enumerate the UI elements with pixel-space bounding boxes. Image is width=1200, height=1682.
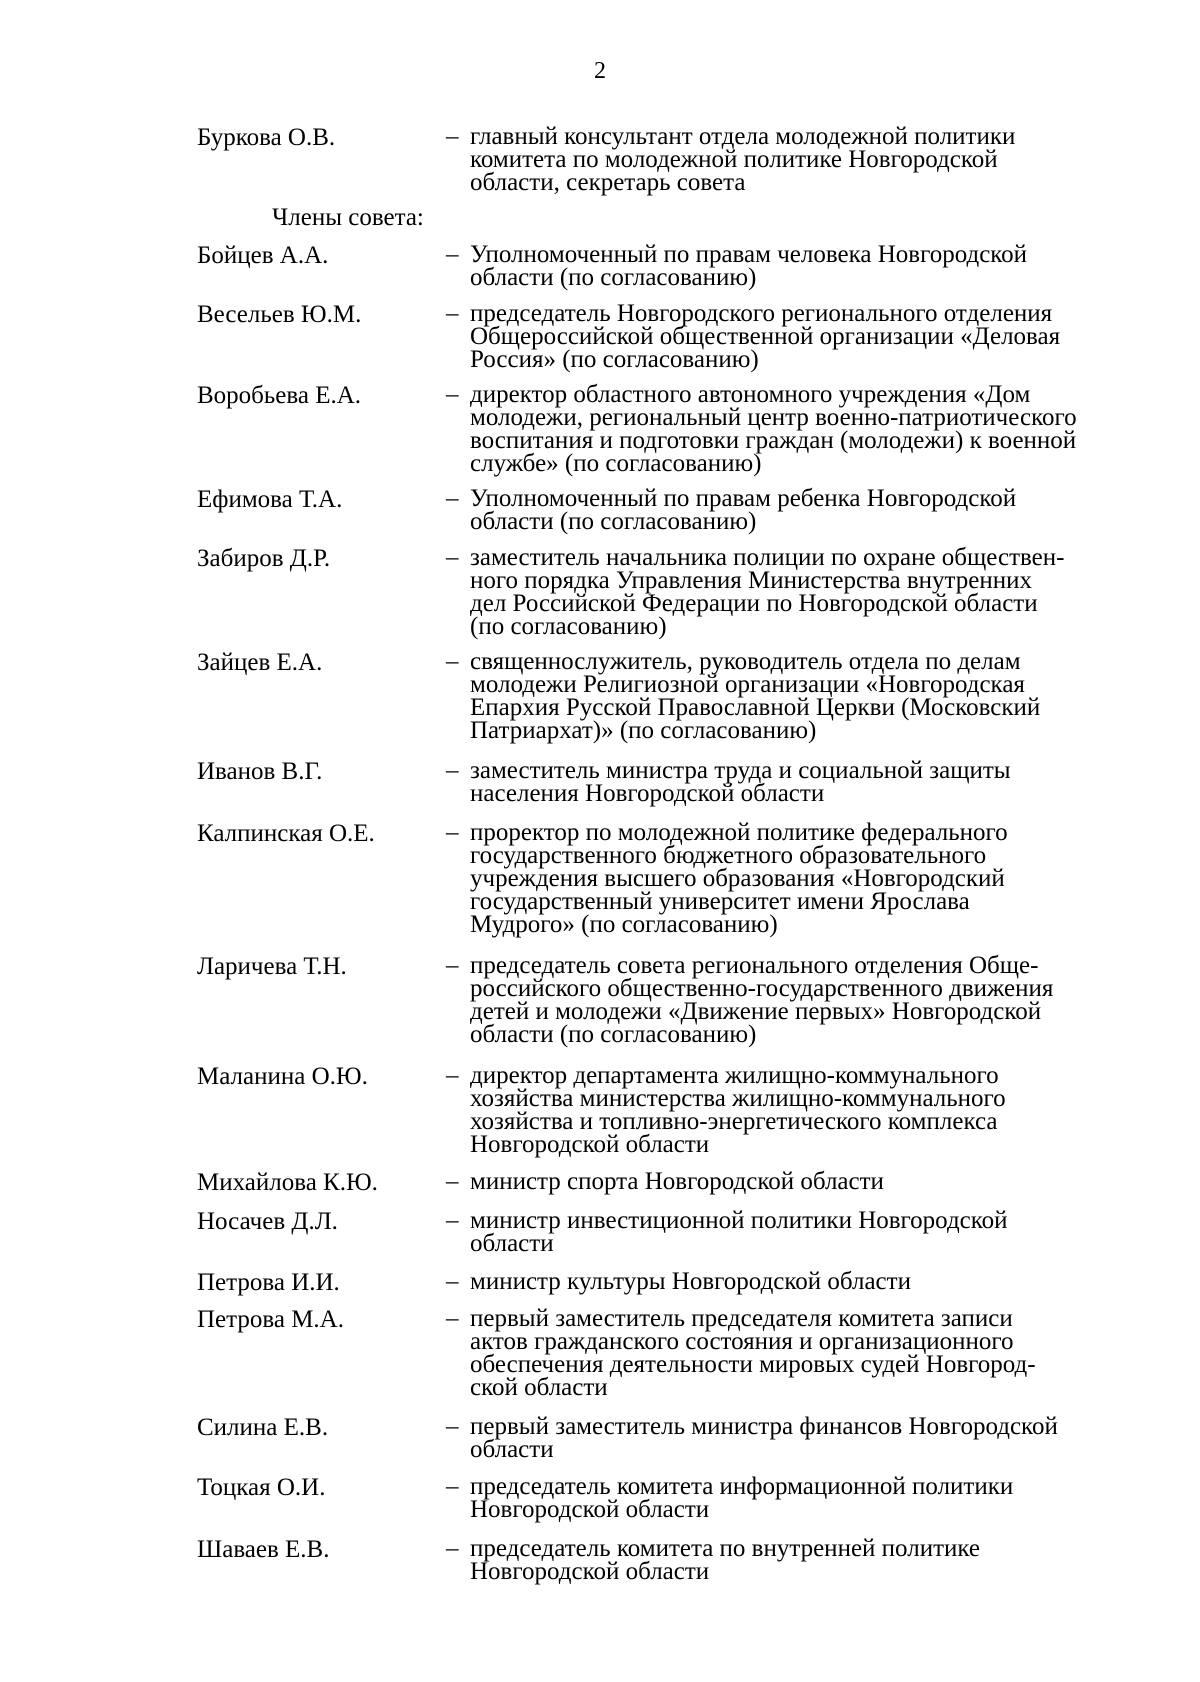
dash: – <box>446 1268 459 1295</box>
member-name: Иванов В.Г. <box>197 758 323 785</box>
description-line: детей и молодежи «Движение первых» Новгородской <box>470 998 1042 1025</box>
description-line: Новгородской области <box>470 1558 710 1585</box>
member-description <box>470 1307 1160 1399</box>
dash: – <box>446 1168 459 1195</box>
member-description <box>470 383 1160 475</box>
description-line: учреждения высшего образования «Новгородский <box>470 865 1005 892</box>
member-name: Носачев Д.Л. <box>197 1208 338 1235</box>
dash: – <box>446 1305 459 1332</box>
description-line: области <box>470 1230 554 1257</box>
member-name: Весельев Ю.М. <box>197 301 362 328</box>
description-line: государственный университет имени Ярослава <box>470 888 970 915</box>
member-description <box>470 954 1160 1046</box>
member-name: Воробьева Е.А. <box>197 382 362 409</box>
member-name: Буркова О.В. <box>197 124 336 151</box>
description-line: хозяйства и топливно-энергетического комплекса <box>470 1108 998 1135</box>
description-line: Мудрого» (по согласованию) <box>470 911 778 938</box>
description-line: Уполномоченный по правам ребенка Новгородской <box>470 485 1017 512</box>
member-description <box>470 1209 1160 1255</box>
member-description <box>470 1270 1160 1293</box>
dash: – <box>446 300 459 327</box>
member-name: Маланина О.Ю. <box>197 1063 368 1090</box>
description-line: председатель комитета по внутренней политике <box>470 1535 980 1562</box>
member-name: Забиров Д.Р. <box>197 545 331 572</box>
description-line: обеспечения деятельности мировых судей Новгород- <box>470 1351 1036 1378</box>
dash: – <box>446 1473 459 1500</box>
member-description <box>470 759 1160 805</box>
dash: – <box>446 648 459 675</box>
description-line: главный консультант отдела молодежной политики <box>470 123 1016 150</box>
member-description <box>470 1537 1160 1583</box>
description-line: государственного бюджетного образовательного <box>470 842 987 869</box>
description-line: молодежи, региональный центр военно-патриотического <box>470 404 1077 431</box>
member-description <box>470 302 1160 371</box>
description-line: Новгородской области <box>470 1131 710 1158</box>
member-description <box>470 1064 1160 1156</box>
member-name: Калпинская О.Е. <box>197 820 375 847</box>
dash: – <box>446 123 459 150</box>
description-line: области (по согласованию) <box>470 264 757 291</box>
member-name: Ефимова Т.А. <box>197 486 343 513</box>
description-line: Епархия Русской Православной Церкви (Московский <box>470 694 1041 721</box>
dash: – <box>446 1413 459 1440</box>
description-line: воспитания и подготовки граждан (молодежи) к военной <box>470 427 1077 454</box>
description-line: проректор по молодежной политике федерального <box>470 819 1008 846</box>
description-line: области (по согласованию) <box>470 508 757 535</box>
member-name: Зайцев Е.А. <box>197 649 323 676</box>
member-name: Ларичева Т.Н. <box>197 953 347 980</box>
description-line: ской области <box>470 1374 608 1401</box>
member-name: Михайлова К.Ю. <box>197 1169 378 1196</box>
dash: – <box>446 485 459 512</box>
description-line: молодежи Религиозной организации «Новгородская <box>470 671 1025 698</box>
dash: – <box>446 544 459 571</box>
member-name: Петрова И.И. <box>197 1269 340 1296</box>
description-line: министр спорта Новгородской области <box>470 1168 884 1195</box>
description-line: первый заместитель председателя комитета записи <box>470 1305 1013 1332</box>
description-line: Патриархат)» (по согласованию) <box>470 717 817 744</box>
member-description <box>470 546 1160 638</box>
description-line: области (по согласованию) <box>470 1021 757 1048</box>
description-line: директор областного автономного учреждения «Дом <box>470 381 1031 408</box>
description-line: (по согласованию) <box>470 613 667 640</box>
description-line: Россия» (по согласованию) <box>470 346 759 373</box>
member-name: Тоцкая О.И. <box>197 1474 326 1501</box>
member-name: Силина Е.В. <box>197 1414 329 1441</box>
description-line: службе» (по согласованию) <box>470 450 762 477</box>
dash: – <box>446 381 459 408</box>
member-description <box>470 821 1160 936</box>
dash: – <box>446 1207 459 1234</box>
description-line: министр инвестиционной политики Новгородской <box>470 1207 1008 1234</box>
description-line: ного порядка Управления Министерства внутренних <box>470 567 1032 594</box>
member-description <box>470 1170 1160 1193</box>
member-description <box>470 1475 1160 1521</box>
description-line: председатель комитета информационной политики <box>470 1473 1014 1500</box>
member-name: Петрова М.А. <box>197 1306 344 1333</box>
description-line: священнослужитель, руководитель отдела по делам <box>470 648 1021 675</box>
dash: – <box>446 1535 459 1562</box>
description-line: Общероссийской общественной организации «Деловая <box>470 323 1061 350</box>
description-line: хозяйства министерства жилищно-коммунального <box>470 1085 1006 1112</box>
member-description <box>470 487 1160 533</box>
description-line: области, секретарь совета <box>470 169 746 196</box>
description-line: директор департамента жилищно-коммунального <box>470 1062 999 1089</box>
description-line: дел Российской Федерации по Новгородской области <box>470 590 1038 617</box>
description-line: председатель совета регионального отделения Обще- <box>470 952 1039 979</box>
member-description <box>470 243 1160 289</box>
dash: – <box>446 1062 459 1089</box>
dash: – <box>446 241 459 268</box>
description-line: заместитель министра труда и социальной защиты <box>470 757 1011 784</box>
dash: – <box>446 819 459 846</box>
description-line: первый заместитель министра финансов Новгородской <box>470 1413 1058 1440</box>
dash: – <box>446 952 459 979</box>
description-line: комитета по молодежной политике Новгородской <box>470 146 998 173</box>
dash: – <box>446 757 459 784</box>
page-number: 2 <box>594 58 606 84</box>
members-heading: Члены совета: <box>272 204 424 231</box>
member-description <box>470 125 1160 194</box>
description-line: области <box>470 1436 554 1463</box>
member-description <box>470 650 1160 742</box>
member-description <box>470 1415 1160 1461</box>
description-line: Уполномоченный по правам человека Новгородской <box>470 241 1028 268</box>
description-line: председатель Новгородского регионального отделения <box>470 300 1053 327</box>
description-line: актов гражданского состояния и организационного <box>470 1328 1014 1355</box>
member-name: Шаваев Е.В. <box>197 1536 330 1563</box>
description-line: министр культуры Новгородской области <box>470 1268 911 1295</box>
description-line: Новгородской области <box>470 1496 710 1523</box>
description-line: российского общественно-государственного движения <box>470 975 1054 1002</box>
description-line: заместитель начальника полиции по охране обществен- <box>470 544 1065 571</box>
description-line: населения Новгородской области <box>470 780 825 807</box>
member-name: Бойцев А.А. <box>197 242 329 269</box>
